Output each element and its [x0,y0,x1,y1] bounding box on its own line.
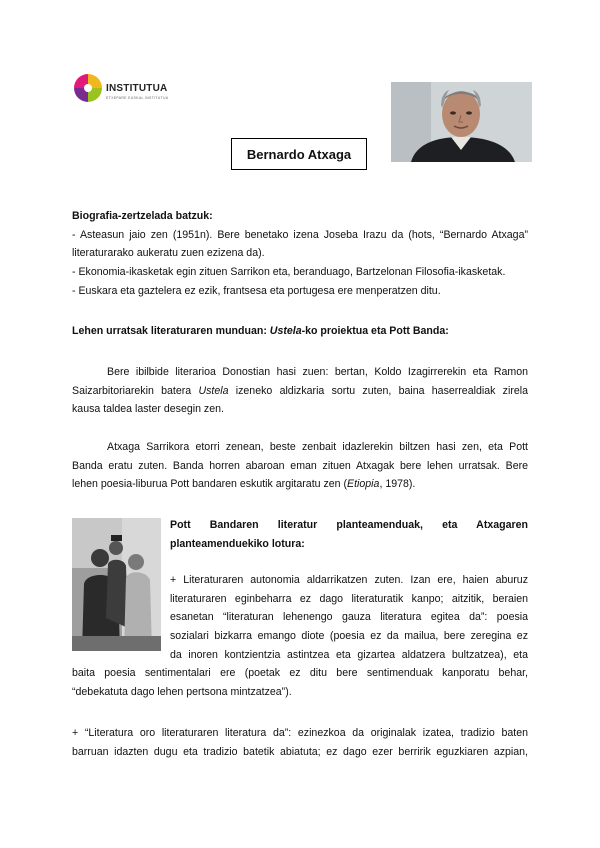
bio-line: literaturarako aukeratu zuen ezizena da). [72,247,265,260]
logo-brand-text: INSTITUTUA [106,83,168,94]
bio-line: - Ekonomia-ikasketak egin zituen Sarrikon eta, beranduago, Bartzelonan Filosofia-ikasketak. [72,266,506,279]
pott-banda-group-photo [72,518,161,651]
section2-heading: Pott Bandaren literatur planteamenduak, eta Atxagaren planteamenduekiko lotura: [170,519,528,550]
page-title: Bernardo Atxaga [231,138,367,170]
logo-mark-icon [72,72,104,104]
bio-section [72,207,528,301]
section1-paragraph-1: Bere ibilbide literarioa Donostian hasi zuen: bertan, Koldo Izagirrerekin eta Ramon Saizarbitoriarekin batera Ustela izeneko aldizkaria sortu zuten, baina haserrealdiak zirela kausa taldea laster desegin zen. [72,366,528,416]
section2-paragraph-1-continued: baita poesia sentimentalari ere (poetak ez ditu bere sentimenduak kanporatu behar, “debekatuta dago lehen pertsona mintzatzea”). [72,667,528,698]
section1-paragraph-2: Atxaga Sarrikora etorri zenean, beste zenbait idazlerekin biltzen hasi zen, eta Pott Banda eratu zuten. Banda horren abaroan eman zituen Atxagak bere lehen urratsak. Bere lehen poesia-liburua Pott bandaren eskutik argitaratu zen (Etiopia, 1978). [72,441,528,491]
section1-heading: Lehen urratsak literaturaren munduan: Ustela-ko proiektua eta Pott Banda: [72,325,449,337]
bio-heading: Biografia-zertzelada batzuk: [72,210,213,222]
bio-line: - Euskara eta gaztelera ez ezik, frantsesa eta portugesa ere menperatzen ditu. [72,284,441,297]
author-portrait-photo [391,82,532,162]
bio-line: - Asteasun jaio zen (1951n). Bere benetako izena Joseba Irazu da (hots, “Bernardo Atxaga” [72,228,528,241]
institute-logo [72,72,182,106]
section2-paragraph-2: + “Literatura oro literaturaren literatura da”: ezinezkoa da originalak izatea, tradizio baten barruan idazten dugu eta tradizio batetik abiatuta; ez dago ezer berririk eguzkiaren azpian, [72,727,528,758]
logo-tagline: ETXEPARE EUSKAL INSTITUTUA [106,96,169,100]
section2-paragraph-1: + Literaturaren autonomia aldarrikatzen zuten. Izan ere, haien aburuz literaturaren eginbeharra ez dago literaturatik kanpo; aitzitik, beraien esanetan “literaturan lehenengo gauza literatura egitea da”: poesia sozialari bizkarra emango diote (poesia ez da mailua, bere zeregina ez da inoren kontzientzia astintzea eta gizartea aldatzera bultzatzea), eta [170,574,528,661]
